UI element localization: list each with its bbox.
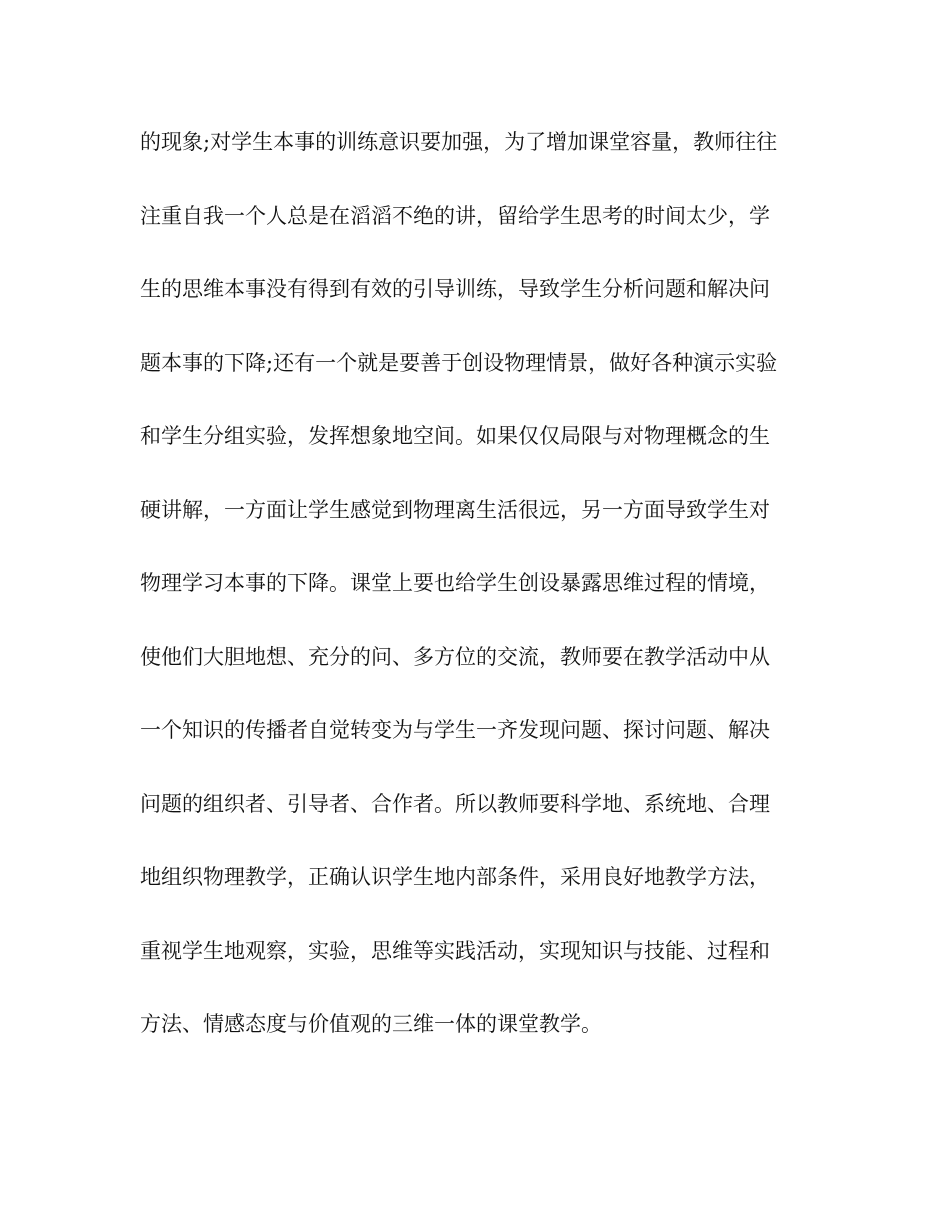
paragraph-line-13: 方法、情感态度与价值观的三维一体的课堂教学。 [140, 1012, 602, 1036]
paragraph-line-7: 物理学习本事的下降。课堂上要也给学生创设暴露思维过程的情境， [140, 571, 770, 595]
paragraph-line-2: 注重自我一个人总是在滔滔不绝的讲，留给学生思考的时间太少，学 [140, 203, 770, 228]
paragraph-line-11: 地组织物理教学，正确认识学生地内部条件，采用良好地教学方法， [140, 865, 770, 889]
body-paragraph [140, 120, 820, 1076]
paragraph-line-12: 重视学生地观察，实验，思维等实践活动，实现知识与技能、过程和 [140, 938, 770, 963]
paragraph-line-9: 一个知识的传播者自觉转变为与学生一齐发现问题、探讨问题、解决 [140, 718, 770, 742]
paragraph-line-5: 和学生分组实验，发挥想象地空间。如果仅仅局限与对物理概念的生 [140, 424, 770, 448]
paragraph-line-6: 硬讲解，一方面让学生感觉到物理离生活很远，另一方面导致学生对 [140, 497, 770, 522]
paragraph-line-1: 的现象;对学生本事的训练意识要加强，为了增加课堂容量，教师往往 [140, 130, 778, 154]
paragraph-line-10: 问题的组织者、引导者、合作者。所以教师要科学地、系统地、合理 [140, 791, 770, 816]
paragraph-line-3: 生的思维本事没有得到有效的引导训练，导致学生分析问题和解决问 [140, 277, 770, 301]
paragraph-line-8: 使他们大胆地想、充分的问、多方位的交流，教师要在教学活动中从 [140, 644, 770, 669]
paragraph-line-4: 题本事的下降;还有一个就是要善于创设物理情景，做好各种演示实验 [140, 350, 778, 375]
